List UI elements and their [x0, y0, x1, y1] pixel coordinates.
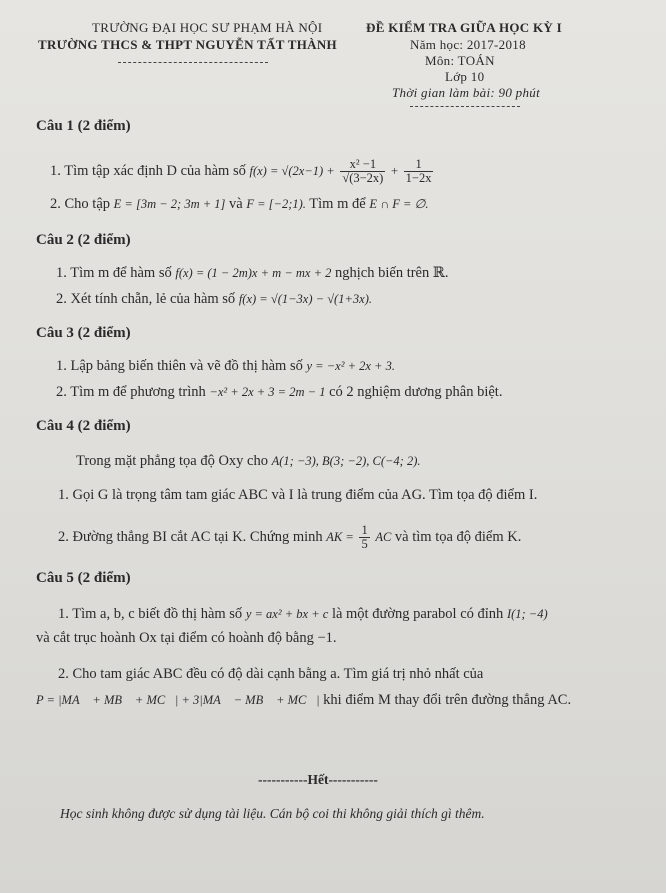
- q1-frac-1: [340, 158, 385, 185]
- end-mark: -----------Hết-----------: [258, 772, 378, 787]
- q4-frac-num: 1: [361, 523, 368, 537]
- q3-item-1-text: 1. Lập bảng biến thiên và vẽ đồ thị hàm số: [56, 358, 303, 374]
- q2-item-1: [56, 265, 449, 282]
- q3-item-1-math: y = −x² + 2x + 3.: [306, 359, 395, 373]
- exam-title: ĐỀ KIỂM TRA GIỮA HỌC KỲ I: [366, 20, 563, 35]
- q5-item-1-mid: là một đường parabol có đỉnh: [331, 606, 504, 622]
- q4-item-2-text: 2. Đường thẳng BI cắt AC tại K. Chứng minh: [58, 528, 323, 545]
- q1-item-2-set-e: E = [3m − 2; 3m + 1]: [113, 197, 226, 211]
- q5-item-1: [58, 606, 548, 623]
- q4-item-2-math-right: AC: [375, 529, 392, 544]
- question-1-title: Câu 1 (2 điểm): [36, 118, 131, 134]
- q3-item-1: [56, 358, 395, 375]
- q4-item-2-tail: và tìm tọa độ điểm K.: [394, 528, 522, 545]
- q4-frac: [359, 524, 369, 551]
- q2-item-1-tail: nghịch biến trên ℝ.: [335, 265, 449, 281]
- q1-frac-2-den: 1−2x: [405, 171, 432, 185]
- q4-intro-text: Trong mặt phẳng tọa độ Oxy cho: [76, 453, 268, 469]
- question-4-title: Câu 4 (2 điểm): [36, 418, 131, 434]
- q1-item-1: [50, 158, 435, 185]
- q5-item-1-math: y = ax² + bx + c: [245, 607, 329, 621]
- subject: Môn: TOÁN: [425, 53, 495, 68]
- q1-frac-1-den: √(3−2x): [342, 171, 384, 185]
- q1-item-2-set-f: F = [−2;1).: [246, 197, 306, 211]
- q1-item-2-tail: Tìm m để: [309, 196, 366, 212]
- q2-item-1-math: f(x) = (1 − 2m)x + m − mx + 2: [175, 266, 332, 280]
- q1-item-2-text: 2. Cho tập: [50, 196, 111, 212]
- q5-item-2-math: P = |MA⃗ + MB⃗ + MC⃗| + 3|MA⃗ − MB⃗ + MC⃗|: [36, 693, 320, 707]
- q4-item-2-math-left: AK =: [326, 529, 354, 544]
- q5-item-2-line2: [36, 692, 571, 709]
- q1-frac-2: [404, 158, 434, 185]
- question-5-title: Câu 5 (2 điểm): [36, 570, 131, 586]
- question-2-title: Câu 2 (2 điểm): [36, 232, 131, 248]
- q3-item-2-text: 2. Tìm m để phương trình: [56, 384, 206, 400]
- q5-item-1-vertex: I(1; −4): [506, 607, 548, 621]
- exam-duration: Thời gian làm bài: 90 phút: [392, 85, 540, 100]
- q3-item-2-math: −x² + 2x + 3 = 2m − 1: [209, 385, 326, 399]
- q3-item-2-tail: có 2 nghiệm dương phân biệt.: [329, 384, 503, 400]
- footer-note: Học sinh không được sử dụng tài liệu. Cán bộ coi thi không giải thích gì thêm.: [60, 806, 485, 821]
- header-right-divider: [410, 106, 520, 107]
- q1-frac-2-num: 1: [404, 158, 434, 172]
- q1-item-2-condition: E ∩ F = ∅.: [369, 197, 429, 211]
- q5-item-2-tail: khi điểm M thay đổi trên đường thẳng AC.: [323, 692, 572, 708]
- school-name: TRƯỜNG THCS & THPT NGUYỄN TẤT THÀNH: [38, 37, 337, 52]
- q2-item-2-text: 2. Xét tính chẵn, lẻ của hàm số: [56, 291, 236, 307]
- q1-item-2: [50, 196, 429, 213]
- q1-item-1-math: f(x) = √(2x−1) +: [249, 163, 335, 178]
- q2-item-2: [56, 291, 372, 308]
- q2-item-2-math: f(x) = √(1−3x) − √(1+3x).: [238, 292, 372, 306]
- q3-item-2: [56, 384, 502, 401]
- q5-item-2-line1: 2. Cho tam giác ABC đều có độ dài cạnh bằng a. Tìm giá trị nhỏ nhất của: [58, 666, 484, 682]
- q1-item-2-and: và: [229, 196, 243, 212]
- q5-item-1-text: 1. Tìm a, b, c biết đồ thị hàm số: [58, 606, 243, 622]
- university-name: TRƯỜNG ĐẠI HỌC SƯ PHẠM HÀ NỘI: [92, 20, 323, 35]
- q5-item-1-line2: và cắt trục hoành Ox tại điểm có hoành độ bằng −1.: [36, 630, 337, 646]
- q2-item-1-text: 1. Tìm m để hàm số: [56, 265, 172, 281]
- q4-intro-points: A(1; −3), B(3; −2), C(−4; 2).: [271, 454, 421, 468]
- grade: Lớp 10: [445, 69, 485, 84]
- q4-intro: [76, 453, 421, 470]
- header-left-divider: [118, 62, 268, 63]
- q1-frac-1-num: x² −1: [340, 158, 385, 172]
- question-3-title: Câu 3 (2 điểm): [36, 325, 131, 341]
- school-year: Năm học: 2017-2018: [410, 37, 526, 52]
- q1-item-1-text: 1. Tìm tập xác định D của hàm số: [50, 162, 246, 179]
- q4-item-1: 1. Gọi G là trọng tâm tam giác ABC và I là trung điểm của AG. Tìm tọa độ điểm I.: [58, 487, 538, 503]
- q4-item-2: [58, 524, 521, 551]
- q1-plus: +: [390, 163, 399, 178]
- q4-frac-den: 5: [361, 537, 368, 551]
